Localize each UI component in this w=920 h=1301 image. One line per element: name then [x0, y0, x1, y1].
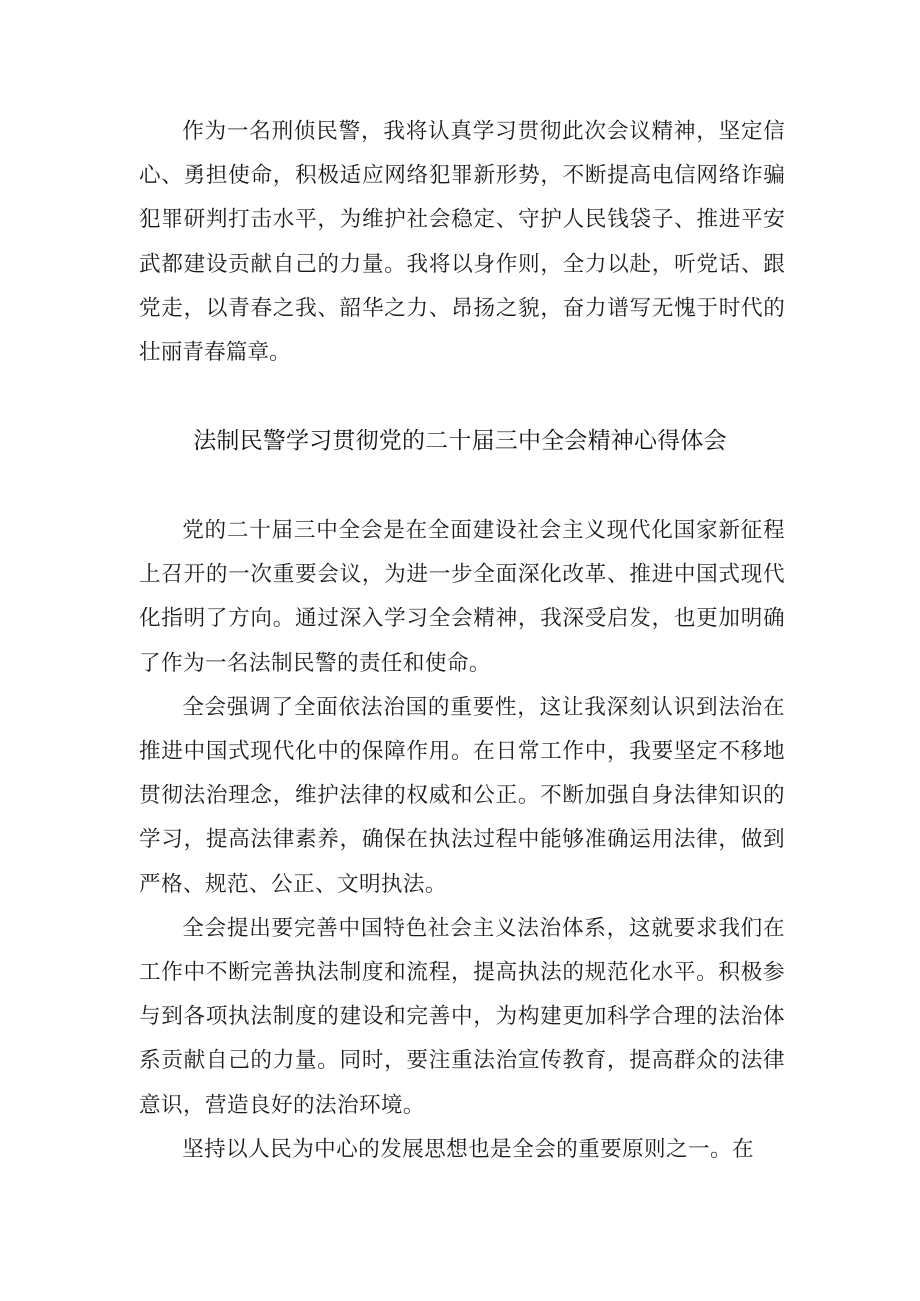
- article-paragraph-1: 党的二十届三中全会是在全面建设社会主义现代化国家新征程上召开的一次重要会议，为进一步全面深化改革、推进中国式现代化指明了方向。通过深入学习全会精神，我深受启发，也更加明确了作为一名法制民警的责任和使命。: [139, 518, 785, 676]
- article-paragraph-2: 全会强调了全面依法治国的重要性，这让我深刻认识到法治在推进中国式现代化中的保障作用。在日常工作中，我要坚定不移地贯彻法治理念，维护法律的权威和公正。不断加强自身法律知识的学习，提高法律素养，确保在执法过程中能够准确运用法律，做到严格、规范、公正、文明执法。: [139, 694, 785, 897]
- article-body: [139, 509, 785, 1172]
- intro-paragraph: 作为一名刑侦民警，我将认真学习贯彻此次会议精神，坚定信心、勇担使命，积极适应网络犯罪新形势，不断提高电信网络诈骗犯罪研判打击水平，为维护社会稳定、守护人民钱袋子、推进平安武都建设贡献自己的力量。我将以身作则，全力以赴，听党话、跟党走，以青春之我、韶华之力、昂扬之貌，奋力谱写无愧于时代的壮丽青春篇章。: [139, 119, 785, 366]
- article-title: 法制民警学习贯彻党的二十届三中全会精神心得体会: [193, 428, 727, 454]
- article-paragraph-3: 全会提出要完善中国特色社会主义法治体系，这就要求我们在工作中不断完善执法制度和流程，提高执法的规范化水平。积极参与到各项执法制度的建设和完善中，为构建更加科学合理的法治体系贡献自己的力量。同时，要注重法治宣传教育，提高群众的法律意识，营造良好的法治环境。: [139, 915, 785, 1118]
- intro-section: [139, 110, 785, 375]
- article-paragraph-4: 坚持以人民为中心的发展思想也是全会的重要原则之一。在: [182, 1136, 755, 1162]
